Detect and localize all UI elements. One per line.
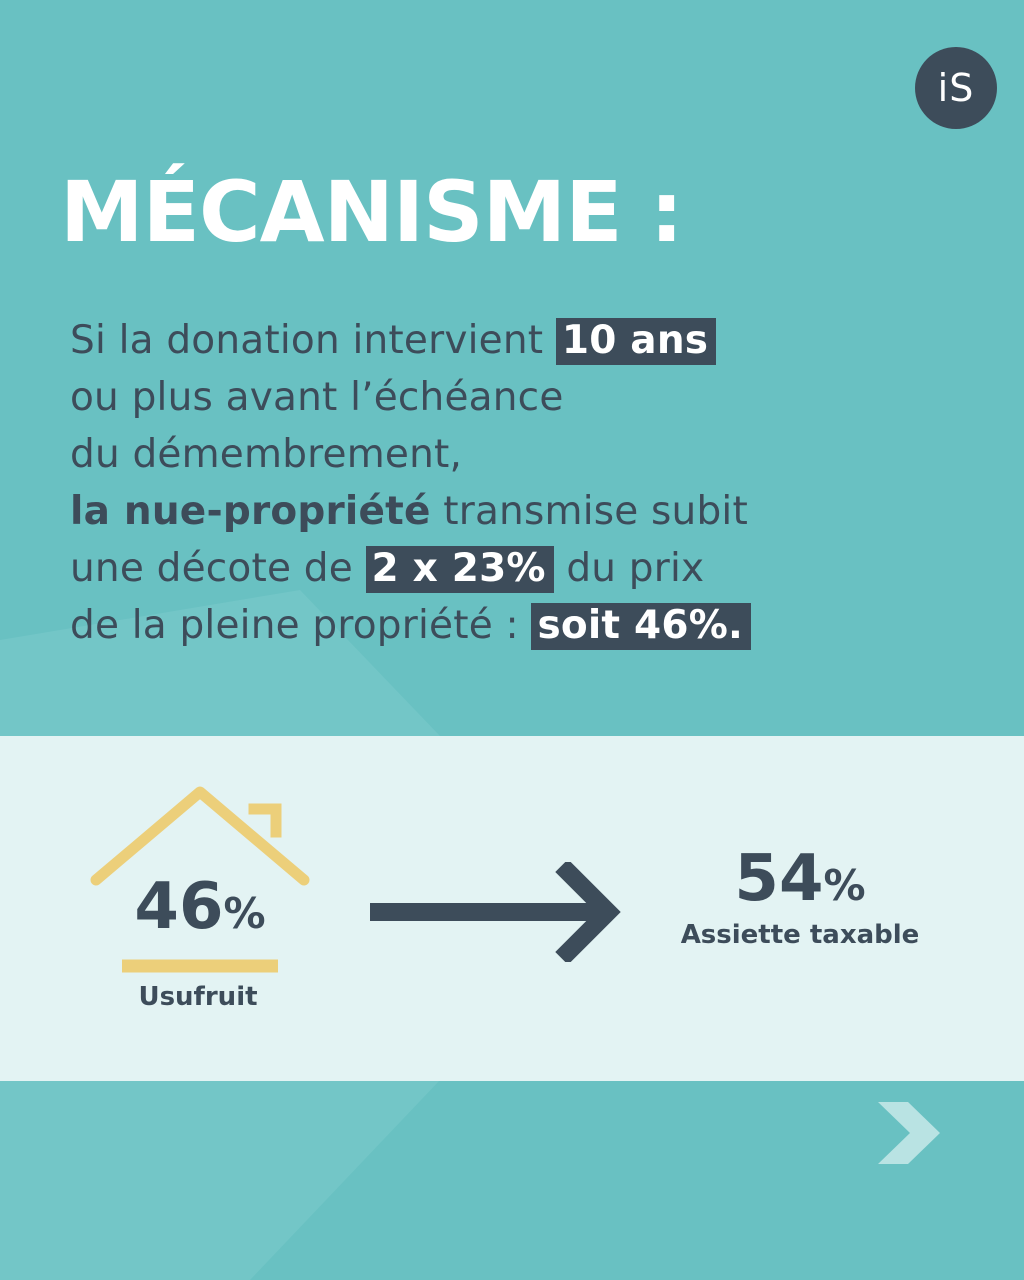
description-line-2: ou plus avant l’échéance: [70, 375, 564, 420]
page-title: MÉCANISME :: [60, 163, 683, 261]
description-line-6: de la pleine propriété : soit 46%.: [70, 597, 990, 654]
bold-nue-propriete: la nue-propriété: [70, 489, 431, 534]
brand-logo: [915, 47, 997, 129]
assiette-label: Assiette taxable: [680, 920, 920, 950]
chevron-right-icon[interactable]: [870, 1098, 946, 1168]
mechanism-description: [70, 312, 990, 654]
highlight-duration: 10 ans: [556, 318, 716, 365]
highlight-total: soit 46%.: [531, 603, 751, 650]
description-line-5: une décote de 2 x 23% du prix: [70, 546, 705, 591]
description-line-3: du démembrement,: [70, 432, 463, 477]
highlight-decote: 2 x 23%: [366, 546, 554, 593]
usufruit-percentage: 46%: [134, 870, 266, 944]
arrow-right-icon: [368, 862, 624, 962]
assiette-percentage: 54%: [734, 842, 866, 916]
usufruit-label: Usufruit: [138, 982, 258, 1012]
description-line-1: Si la donation intervient 10 ans: [70, 312, 990, 369]
brand-logo-text: iS: [937, 66, 975, 110]
description-line-4: la nue-propriété transmise subit: [70, 489, 748, 534]
